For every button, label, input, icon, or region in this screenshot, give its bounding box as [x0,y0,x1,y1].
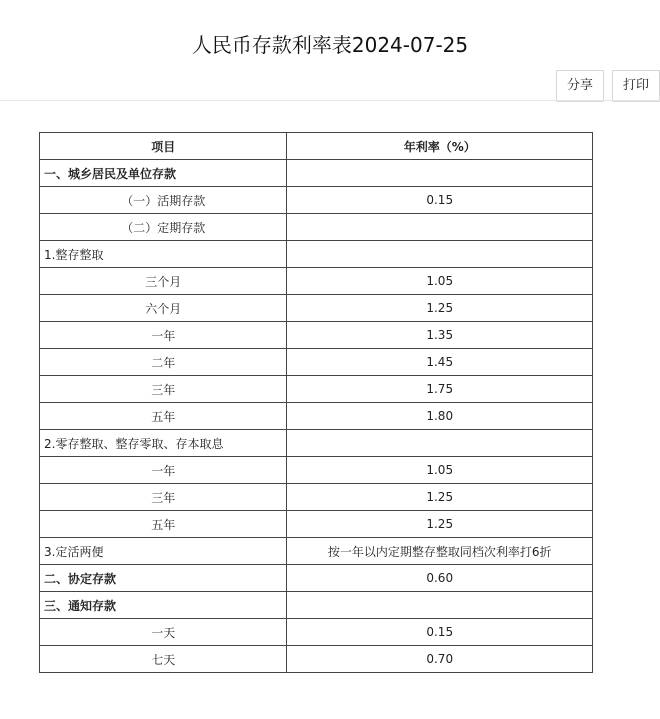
row-item: 2.零存整取、整存零取、存本取息 [40,430,287,457]
row-item: 二、协定存款 [40,565,287,592]
row-item: 一年 [40,322,287,349]
table-row [40,160,593,187]
header-item: 项目 [40,133,287,160]
table-row [40,538,593,565]
table-row [40,268,593,295]
print-button[interactable]: 打印 [612,70,660,102]
row-rate: 1.05 [287,268,593,295]
row-rate: 0.60 [287,565,593,592]
row-item: 一年 [40,457,287,484]
row-rate [287,241,593,268]
row-rate: 按一年以内定期整存整取同档次利率打6折 [287,538,593,565]
row-rate: 1.75 [287,376,593,403]
share-button[interactable]: 分享 [556,70,604,102]
table-row [40,619,593,646]
table-row [40,457,593,484]
row-rate: 0.15 [287,619,593,646]
row-rate: 1.25 [287,511,593,538]
table-row [40,646,593,673]
row-item: 五年 [40,511,287,538]
row-rate [287,160,593,187]
row-item: 六个月 [40,295,287,322]
toolbar [556,70,660,102]
row-rate: 1.35 [287,322,593,349]
table-row [40,295,593,322]
row-rate: 1.05 [287,457,593,484]
row-rate: 1.25 [287,295,593,322]
row-rate [287,214,593,241]
table-row [40,214,593,241]
table-row [40,322,593,349]
header-rate: 年利率（%） [287,133,593,160]
table-header-row [40,133,593,160]
table-row [40,403,593,430]
row-rate: 1.80 [287,403,593,430]
table-row [40,484,593,511]
page-title: 人民币存款利率表2024-07-25 [191,33,469,57]
row-item: 三个月 [40,268,287,295]
row-item: 一天 [40,619,287,646]
row-item: 五年 [40,403,287,430]
table-row [40,187,593,214]
row-item: 二年 [40,349,287,376]
row-item: 1.整存整取 [40,241,287,268]
row-item: （二）定期存款 [40,214,287,241]
table-row [40,511,593,538]
table-row [40,241,593,268]
row-item: 三年 [40,376,287,403]
table-row [40,592,593,619]
row-rate: 1.25 [287,484,593,511]
deposit-rate-table [39,132,593,673]
row-rate: 0.15 [287,187,593,214]
row-rate: 1.45 [287,349,593,376]
table-row [40,376,593,403]
row-item: 三、通知存款 [40,592,287,619]
row-rate [287,430,593,457]
row-item: 三年 [40,484,287,511]
row-rate [287,592,593,619]
table-row [40,430,593,457]
row-item: （一）活期存款 [40,187,287,214]
table-row [40,565,593,592]
row-item: 一、城乡居民及单位存款 [40,160,287,187]
table-row [40,349,593,376]
row-item: 3.定活两便 [40,538,287,565]
row-rate: 0.70 [287,646,593,673]
table-body [40,160,593,673]
row-item: 七天 [40,646,287,673]
header-divider [0,100,660,101]
